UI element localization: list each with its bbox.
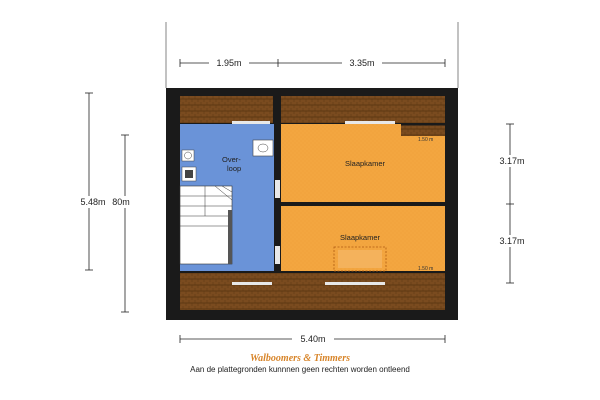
room-label-bedroom-bottom: Slaapkamer <box>339 233 381 242</box>
top-dimension <box>180 57 445 68</box>
dimension-bottom: 5.40m <box>300 334 326 344</box>
terrace-outline <box>166 22 458 88</box>
staircase <box>180 186 232 264</box>
washbasin-icon <box>253 140 273 156</box>
bottom-dimension <box>180 333 445 345</box>
dimension-left: 5.48m <box>80 197 106 207</box>
dimension-right-top: 3.17m <box>499 156 525 166</box>
window-bottom-right <box>325 282 385 285</box>
disclaimer-text: Aan de plattegronden kunnnen geen rechten worden ontleend <box>190 365 410 374</box>
washing-machine-icon <box>182 150 194 161</box>
boiler-icon <box>182 167 196 181</box>
room-label-overloop-1: Over- <box>222 155 241 164</box>
room-label-overloop-2: loop <box>227 164 242 173</box>
left-dimension <box>76 93 134 312</box>
height-mark-top: 1.50 m <box>418 137 434 143</box>
room-label-bedroom-top: Slaapkamer <box>344 159 386 168</box>
brand-name: Walboomers & Timmers <box>250 353 350 364</box>
window-top-left <box>232 121 270 124</box>
window-bottom-left <box>232 282 272 285</box>
dimension-right-bottom: 3.17m <box>499 236 525 246</box>
roof-slope-bottom <box>180 283 445 310</box>
roof-slope-top <box>180 96 445 123</box>
right-dimension <box>494 124 530 283</box>
dimension-top-right: 3.35m <box>349 58 375 68</box>
door-bedroom-bottom <box>275 246 280 264</box>
door-bedroom-top <box>275 180 280 198</box>
dimension-left-extra: 80m <box>112 197 130 207</box>
height-mark-bottom: 1.50 m <box>418 266 434 272</box>
dimension-top-left: 1.95m <box>216 58 242 68</box>
window-top-right <box>345 121 395 124</box>
